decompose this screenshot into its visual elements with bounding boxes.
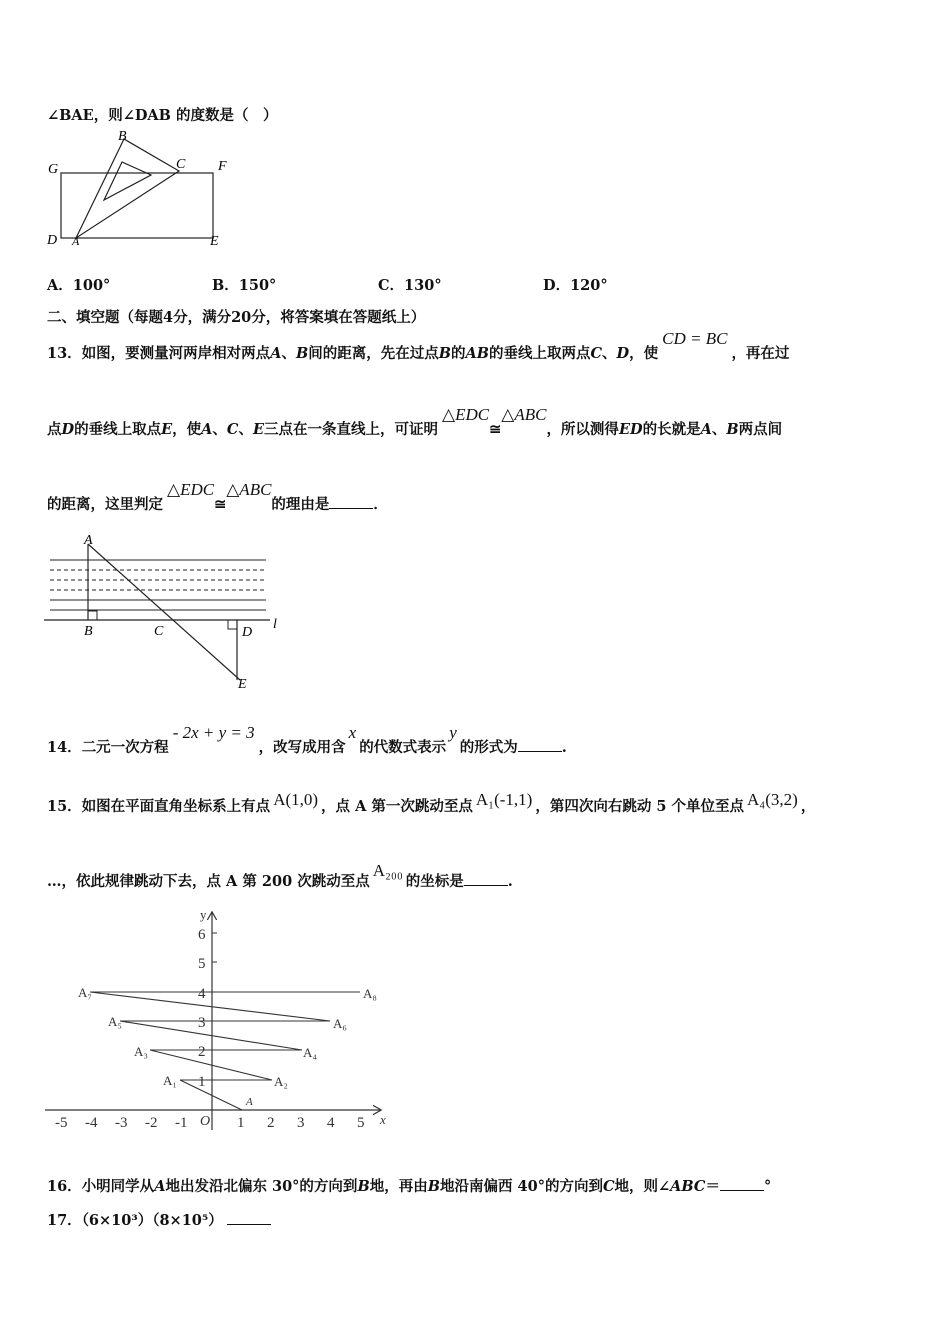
point-a: A(1,0) [273,790,319,809]
math-tri-edc: △EDC [442,405,490,424]
y-tick: 2 [198,1044,206,1060]
q12-stem: ∠BAE，则∠DAB 的度数是（ ） [47,107,278,124]
y-tick: 4 [198,986,206,1002]
q13-figure [40,530,290,695]
point-label-a4: A₄ [303,1045,317,1060]
label-E: E [238,677,247,692]
x-tick: 5 [357,1115,365,1131]
point-label-a8: A₈ [363,986,377,1001]
point-label-a5: A₅ [108,1014,122,1029]
math-equation: - 2x + y = 3 [172,723,255,742]
point-a200: A₂₀₀ [372,861,403,880]
q12-figure [40,128,240,252]
label-G: G [48,162,59,177]
label-A: A [72,234,80,248]
label-B: B [118,129,127,144]
point-label-a3: A₃ [134,1044,148,1059]
point-label-a: A [246,1096,253,1108]
y-tick: 5 [198,956,206,972]
q16-line: 16．小明同学从A地出发沿北偏东 30°的方向到B地，再由B地沿南偏西 40°的方向到C地，则∠ABC＝ ° [47,1178,772,1195]
label-D: D [242,625,253,640]
point-label-a2: A₂ [274,1074,288,1089]
y-tick: 6 [198,927,206,943]
option-c: C．130° [378,277,442,294]
option-a: A．100° [47,277,111,294]
x-tick: -5 [55,1115,68,1131]
point-a1: A₁(-1,1) [475,790,533,809]
x-tick: 1 [237,1115,245,1131]
label-B: B [84,624,93,639]
label-C: C [176,157,186,172]
option-b: B．150° [212,277,277,294]
y-tick: 3 [198,1015,206,1031]
q13-answer-blank[interactable] [329,494,373,509]
q15-graph [40,905,400,1140]
q13-line2: 点D的垂线上取点E，使A、C、E三点在一条直线上，可证明△EDC≅△ABC，所以测得ED的长就是A、B两点间 [47,405,783,438]
q14-answer-blank[interactable] [518,737,562,752]
q13-line3: 的距离，这里判定△EDC≅△ABC的理由是 ． [47,480,388,513]
x-tick: 3 [297,1115,305,1131]
x-tick: 4 [327,1115,335,1131]
point-label-a1: A₁ [163,1073,177,1088]
x-tick: -2 [145,1115,158,1131]
q13-line1: 13．如图，要测量河两岸相对两点A、B间的距离，先在过点B的AB的垂线上取两点C、D，使CD = BC，再在过 [47,329,790,362]
origin-label: O [200,1114,211,1129]
x-tick: -3 [115,1115,128,1131]
x-tick: -1 [175,1115,188,1131]
point-label-a7: A₇ [78,985,92,1000]
math-cd-eq-bc: CD = BC [662,329,728,348]
q15-line2: …，依此规律跳动下去，点 A 第 200 次跳动至点A₂₀₀的坐标是 . [47,861,513,890]
math-tri-abc: △ABC [501,405,547,424]
y-axis-label: y [200,907,207,922]
point-label-a6: A₆ [333,1016,347,1031]
y-tick: 1 [198,1074,206,1090]
x-tick: 2 [267,1115,275,1131]
label-A: A [84,533,93,548]
q16-answer-blank[interactable] [720,1176,764,1191]
q15-answer-blank[interactable] [464,871,508,886]
section2-heading: 二、填空题（每题4分，满分20分，将答案填在答题纸上） [47,309,426,326]
q17-line: 17．（6×10³）（8×10⁵） [47,1209,271,1230]
option-d: D．120° [543,277,608,294]
x-tick: -4 [85,1115,98,1131]
point-a4: A₄(3,2) [747,790,798,809]
label-C: C [154,624,164,639]
q17-answer-blank[interactable] [227,1210,271,1225]
label-E: E [210,234,219,249]
q15-line1: 15．如图在平面直角坐标系上有点 A(1,0) ，点 A 第一次跳动至点 A₁(-1,1) ，第四次向右跳动 5 个单位至点 A₄(3,2) ， [47,790,816,815]
label-l: l [273,617,277,632]
label-F: F [218,159,227,174]
label-D: D [47,233,58,248]
q14-line: 14．二元一次方程- 2x + y = 3，改写成用含x的代数式表示y的形式为 . [47,723,567,756]
x-axis-label: x [380,1112,386,1127]
